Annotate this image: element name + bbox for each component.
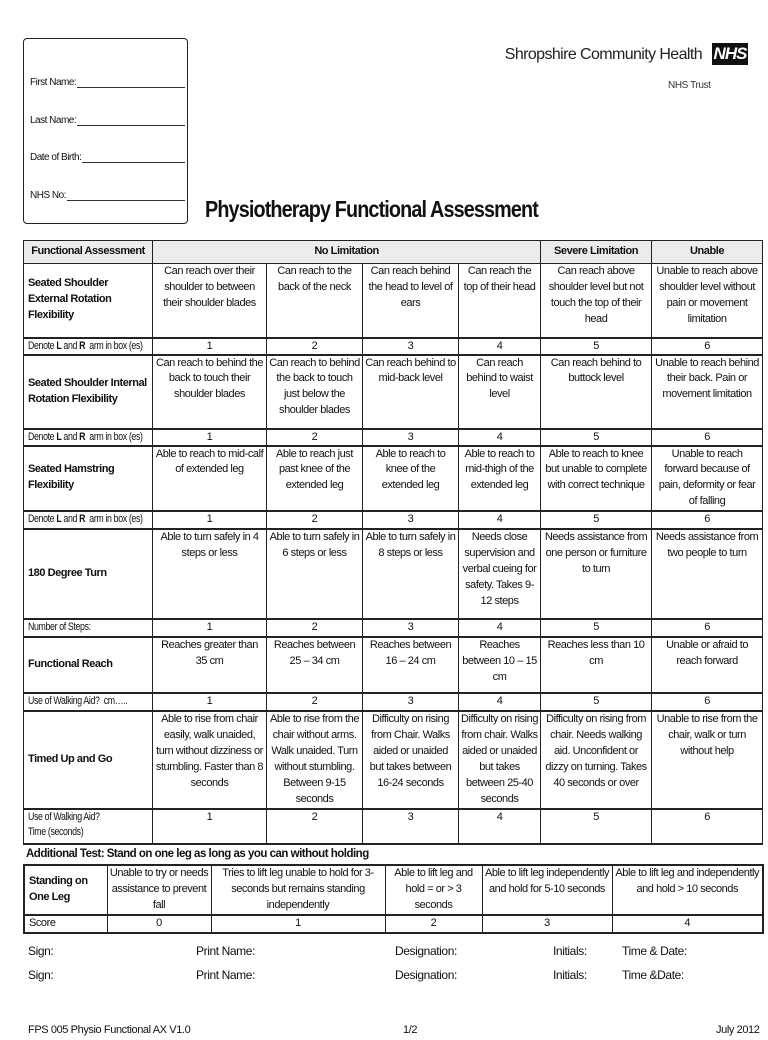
form-body	[23, 240, 762, 1040]
score-label-part: L	[56, 430, 62, 443]
level-description: Unable to rise from the chair, walk or turn without help	[652, 711, 763, 809]
nhs-no-field[interactable]	[30, 190, 185, 201]
score-box[interactable]: 4	[459, 429, 541, 446]
score-label-part: Number of Steps:	[28, 621, 91, 634]
level-description: Can reach to behind the back to touch just below the shoulder blades	[267, 355, 363, 429]
signature-sign-field[interactable]: Sign:	[28, 943, 54, 958]
score-box[interactable]: 5	[541, 619, 652, 637]
score-label-text	[28, 430, 143, 445]
level-description: Reaches between 25 – 34 cm	[267, 637, 363, 693]
header-severe-limitation: Severe Limitation	[541, 241, 652, 264]
score-label-part: arm in box (es)	[85, 339, 143, 352]
score-row	[24, 338, 763, 355]
header-functional-assessment: Functional Assessment	[24, 241, 153, 264]
score-box[interactable]: 1	[153, 511, 267, 529]
score-label-part: R	[79, 430, 86, 443]
score-label-part: R	[79, 513, 86, 526]
signature-print-field[interactable]: Print Name:	[196, 967, 255, 982]
level-description: Needs close supervision and verbal cueing for safety. Takes 9-12 steps	[459, 529, 541, 619]
level-description: Able to reach to knee of the extended leg	[363, 446, 459, 512]
row-label: Standing on One Leg	[24, 865, 107, 915]
score-box[interactable]: 3	[363, 693, 459, 711]
level-description: Difficulty on rising from chair. Needs walking aid. Unconfident or dizzy on turning. Takes 40 seconds or over	[541, 711, 652, 809]
dob-field[interactable]	[30, 152, 185, 163]
header-no-limitation: No Limitation	[153, 241, 541, 264]
page-title: Physiotherapy Functional Assessment	[205, 196, 539, 222]
level-description: Able to lift leg and independently and hold > 10 seconds	[612, 865, 763, 915]
additional-test-heading: Additional Test: Stand on one leg as long as you can without holding	[26, 847, 369, 860]
score-box[interactable]: 6	[652, 693, 763, 711]
score-label-line	[28, 825, 150, 840]
level-description: Unable or afraid to reach forward	[652, 637, 763, 693]
level-description: Able to lift leg and hold = or > 3 seconds	[385, 865, 482, 915]
score-label-part: and	[61, 513, 80, 526]
score-box[interactable]: 2	[267, 619, 363, 637]
level-description: Able to turn safely in 6 steps or less	[267, 529, 363, 619]
score-label-part: Denote	[28, 513, 57, 526]
score-box[interactable]: 6	[652, 619, 763, 637]
score-label-part: Use of Walking Aid?	[28, 810, 100, 823]
score-box[interactable]: 2	[267, 511, 363, 529]
signature-designation-field[interactable]: Designation:	[395, 943, 457, 958]
nhs-logo: NHS	[713, 44, 747, 63]
score-box[interactable]: 5	[541, 338, 652, 355]
score-label-text	[28, 620, 91, 635]
trust-label: NHS Trust	[668, 80, 711, 91]
score-label-part: Denote	[28, 339, 57, 352]
score-box[interactable]: 6	[652, 338, 763, 355]
score-label-part: R	[79, 339, 86, 352]
level-description: Unable to reach above shoulder level without pain or movement limitation	[652, 264, 763, 338]
signature-row	[23, 964, 762, 986]
form-id: FPS 005 Physio Functional AX V1.0	[28, 1023, 191, 1036]
leg-score-row	[24, 915, 763, 933]
level-description: Needs assistance from one person or furniture to turn	[541, 529, 652, 619]
score-label	[24, 511, 153, 529]
score-box[interactable]: 3	[363, 809, 459, 844]
level-description: Difficulty on rising from Chair. Walks aided or unaided but takes between 16-24 seconds	[363, 711, 459, 809]
row-label: Timed Up and Go	[24, 711, 153, 809]
row-label: Seated Shoulder External Rotation Flexibility	[24, 264, 153, 338]
signature-designation-field[interactable]: Designation:	[395, 967, 457, 982]
row-label: Seated Hamstring Flexibility	[24, 446, 153, 512]
level-description: Able to rise from the chair without arms. Walk unaided. Turn without stumbling. Between 9-15 seconds	[267, 711, 363, 809]
row-label: 180 Degree Turn	[24, 529, 153, 619]
score-label-part: L	[56, 339, 62, 352]
level-description: Can reach above shoulder level but not touch the top of their head	[541, 264, 652, 338]
level-description: Needs assistance from two people to turn	[652, 529, 763, 619]
assessment-row	[24, 446, 763, 512]
level-description: Able to reach just past knee of the extended leg	[267, 446, 363, 512]
score-box[interactable]: 2	[267, 809, 363, 844]
row-label: Seated Shoulder Internal Rotation Flexibility	[24, 355, 153, 429]
level-description: Reaches greater than 35 cm	[153, 637, 267, 693]
level-description: Can reach the top of their head	[459, 264, 541, 338]
score-label-part: Use of Walking Aid? cm…..	[28, 695, 128, 708]
score-box[interactable]: 1	[153, 809, 267, 844]
level-description: Unable to try or needs assistance to prevent fall	[107, 865, 211, 915]
score-label-part: Time (seconds)	[28, 825, 84, 838]
assessment-row	[24, 529, 763, 619]
score-row	[24, 619, 763, 637]
score-box[interactable]: 3	[363, 619, 459, 637]
score-box[interactable]: 0	[107, 915, 211, 933]
nhs-no-line	[67, 191, 185, 201]
level-description: Able to turn safely in 8 steps or less	[363, 529, 459, 619]
patient-details-box	[23, 38, 188, 224]
score-row	[24, 693, 763, 711]
score-label-line	[28, 810, 150, 825]
score-label-part: L	[56, 513, 62, 526]
level-description: Can reach behind the head to level of ears	[363, 264, 459, 338]
first-name-field[interactable]	[30, 77, 185, 88]
score-box[interactable]: 1	[153, 693, 267, 711]
level-description: Can reach behind to waist level	[459, 355, 541, 429]
score-box[interactable]: 3	[363, 429, 459, 446]
signature-row	[23, 940, 762, 962]
score-box[interactable]: 4	[459, 809, 541, 844]
score-box[interactable]: 4	[459, 693, 541, 711]
level-description: Able to reach to knee but unable to complete with correct technique	[541, 446, 652, 512]
score-box[interactable]: 2	[385, 915, 482, 933]
score-label	[24, 619, 153, 637]
level-description: Reaches less than 10 cm	[541, 637, 652, 693]
score-box[interactable]: 4	[459, 338, 541, 355]
level-description: Can reach behind to buttock level	[541, 355, 652, 429]
assessment-row	[24, 637, 763, 693]
last-name-line	[77, 116, 185, 126]
level-description: Able to reach to mid-thigh of the extended leg	[459, 446, 541, 512]
level-description: Reaches between 10 – 15 cm	[459, 637, 541, 693]
score-box[interactable]: 4	[612, 915, 763, 933]
form-date: July 2012	[716, 1023, 760, 1036]
level-description: Unable to reach forward because of pain, deformity or fear of falling	[652, 446, 763, 512]
signature-time-field[interactable]: Time &Date:	[622, 967, 684, 982]
assessment-row	[24, 355, 763, 429]
score-box[interactable]: 3	[363, 511, 459, 529]
score-label-text	[28, 512, 143, 527]
signature-section	[23, 940, 762, 986]
score-label-part: Denote	[28, 430, 57, 443]
signature-time-field[interactable]: Time & Date:	[622, 943, 687, 958]
level-description: Can reach over their shoulder to between their shoulder blades	[153, 264, 267, 338]
signature-initials-field[interactable]: Initials:	[553, 967, 587, 982]
last-name-field[interactable]	[30, 115, 185, 126]
assessment-row	[24, 711, 763, 809]
score-box[interactable]: 6	[652, 511, 763, 529]
score-row	[24, 809, 763, 844]
score-box[interactable]: 1	[153, 429, 267, 446]
score-row	[24, 511, 763, 529]
level-description: Able to turn safely in 4 steps or less	[153, 529, 267, 619]
dob-label: Date of Birth:	[30, 152, 82, 163]
score-box[interactable]: 3	[363, 338, 459, 355]
standing-one-leg-table	[23, 864, 764, 934]
level-description: Can reach to behind the back to touch their shoulder blades	[153, 355, 267, 429]
score-box[interactable]: 6	[652, 809, 763, 844]
score-row	[24, 429, 763, 446]
score-label: Score	[24, 915, 107, 933]
first-name-label: First Name:	[30, 77, 77, 88]
score-label	[24, 338, 153, 355]
score-box[interactable]: 5	[541, 693, 652, 711]
score-box[interactable]: 2	[267, 338, 363, 355]
organisation-name: Shropshire Community Health	[504, 46, 702, 63]
nhs-no-label: NHS No:	[30, 190, 66, 201]
assessment-row	[24, 264, 763, 338]
dob-line	[82, 153, 185, 163]
header-unable: Unable	[652, 241, 763, 264]
score-box[interactable]: 5	[541, 809, 652, 844]
page-number: 1/2	[403, 1023, 418, 1036]
score-box[interactable]: 4	[459, 511, 541, 529]
score-box[interactable]: 2	[267, 693, 363, 711]
level-description: Can reach to the back of the neck	[267, 264, 363, 338]
score-label-part: and	[61, 339, 80, 352]
level-description: Able to lift leg independently and hold for 5-10 seconds	[482, 865, 612, 915]
assessment-table	[23, 240, 763, 845]
level-description: Reaches between 16 – 24 cm	[363, 637, 459, 693]
score-label	[24, 693, 153, 711]
score-box[interactable]: 2	[267, 429, 363, 446]
score-box[interactable]: 1	[153, 338, 267, 355]
signature-sign-field[interactable]: Sign:	[28, 967, 54, 982]
score-box[interactable]: 5	[541, 511, 652, 529]
level-description: Can reach behind to mid-back level	[363, 355, 459, 429]
level-description: Difficulty on rising from chair. Walks aided or unaided but takes between 25-40 seconds	[459, 711, 541, 809]
score-label-part: arm in box (es)	[85, 430, 143, 443]
score-label-part: arm in box (es)	[85, 513, 143, 526]
level-description: Unable to reach behind their back. Pain or movement limitation	[652, 355, 763, 429]
level-description: Tries to lift leg unable to hold for 3-seconds but remains standing independently	[211, 865, 385, 915]
leg-row	[24, 865, 763, 915]
score-box[interactable]: 1	[211, 915, 385, 933]
first-name-line	[77, 78, 185, 88]
score-box[interactable]: 4	[459, 619, 541, 637]
signature-initials-field[interactable]: Initials:	[553, 943, 587, 958]
last-name-label: Last Name:	[30, 115, 77, 126]
footer	[23, 1024, 762, 1040]
signature-print-field[interactable]: Print Name:	[196, 943, 255, 958]
score-box[interactable]: 6	[652, 429, 763, 446]
score-label-text	[28, 694, 127, 709]
score-box[interactable]: 5	[541, 429, 652, 446]
score-label-text	[28, 339, 143, 354]
score-box[interactable]: 1	[153, 619, 267, 637]
row-label: Functional Reach	[24, 637, 153, 693]
level-description: Able to rise from chair easily, walk unaided, turn without dizziness or stumbling. Faster than 8 seconds	[153, 711, 267, 809]
score-label-part: and	[61, 430, 80, 443]
level-description: Able to reach to mid-calf of extended leg	[153, 446, 267, 512]
score-label	[24, 429, 153, 446]
score-label	[24, 809, 153, 844]
score-box[interactable]: 3	[482, 915, 612, 933]
